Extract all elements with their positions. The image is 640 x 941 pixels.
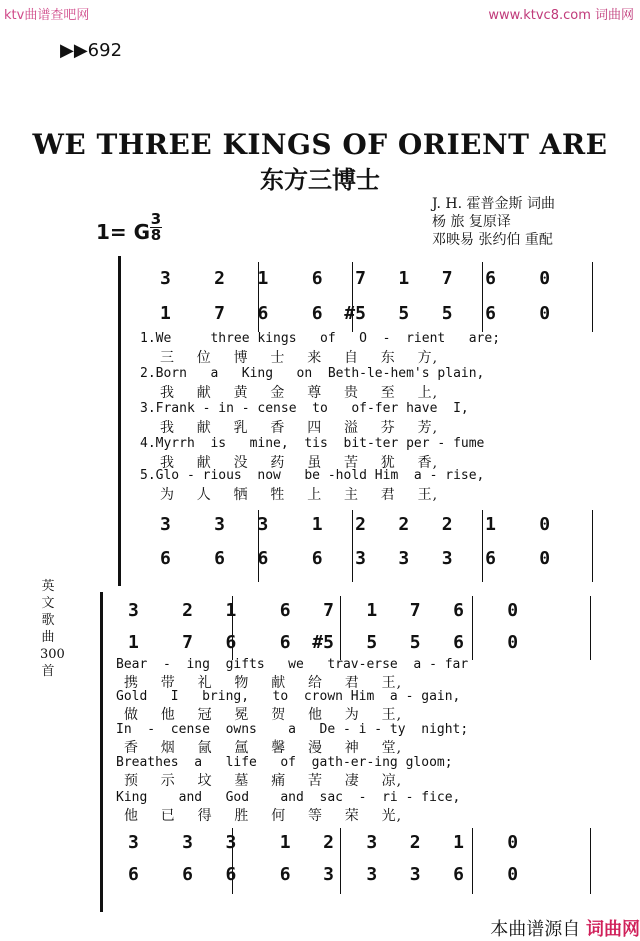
system2-lyric-cn-4: 预 示 坟 墓 痛 苦 凄 凉, (124, 773, 403, 789)
book-title-sidebar: 英文歌曲300首 (40, 579, 65, 679)
system2-soprano: 3 2 1 6 7 1 7 6 0 (128, 600, 519, 621)
system1-lyric-cn-4: 我 献 没 药 虽 苦 犹 香, (160, 455, 439, 471)
system1-bracket (118, 256, 121, 586)
system1-lyric-en-3: 3.Frank - in - cense to of-fer have I, (140, 401, 469, 416)
system2-lyric-en-3: In - cense owns a De - i - ty night; (116, 722, 469, 737)
barline (592, 262, 593, 332)
credit-composer: J. H. 霍普金斯 词曲 (432, 196, 555, 212)
time-sig-bottom: 8 (150, 226, 162, 244)
system1-lyric-en-1: 1.We three kings of O - rient are; (140, 331, 501, 346)
footer-site-link[interactable]: 词曲网 (586, 919, 640, 940)
system2-bracket (100, 592, 103, 912)
system2-lyric-cn-5: 他 已 得 胜 何 等 荣 光, (124, 808, 403, 824)
time-signature (150, 212, 162, 243)
system1-lyric-en-5: 5.Glo - rious now be -hold Him a - rise, (140, 468, 485, 483)
system2-lyric-cn-2: 做 他 冠 冕 贺 他 为 王, (124, 707, 403, 723)
page-number: ▶▶692 (60, 40, 123, 61)
credit-translator: 杨 旅 复原译 (432, 214, 511, 230)
system1-lyric-cn-1: 三 位 博 士 来 自 东 方, (160, 350, 439, 366)
system1-lyric-cn-2: 我 献 黄 金 尊 贵 至 上, (160, 385, 439, 401)
key-signature: 1= G (96, 220, 151, 244)
system2-bass: 6 6 6 6 3 3 3 6 0 (128, 864, 519, 885)
system2-lyric-en-5: King and God and sac - ri - fice, (116, 790, 461, 805)
system1-lyric-cn-3: 我 献 乳 香 四 溢 芬 芳, (160, 420, 439, 436)
system1-tenor: 3 3 3 1 2 2 2 1 0 (160, 514, 551, 535)
barline (592, 510, 593, 582)
source-footer (490, 915, 640, 941)
system1-bass: 6 6 6 6 3 3 3 6 0 (160, 548, 551, 569)
system2-lyric-en-1: Bear - ing gifts we trav-erse a - far (116, 657, 469, 672)
system2-lyric-cn-1: 携 带 礼 物 献 给 君 王, (124, 675, 403, 691)
song-title-english: WE THREE KINGS OF ORIENT ARE (32, 128, 608, 161)
barline (590, 828, 591, 894)
system2-lyric-cn-3: 香 烟 氤 氲 馨 漫 神 堂, (124, 740, 403, 756)
system2-lyric-en-2: Gold I bring, to crown Him a - gain, (116, 689, 461, 704)
watermark-left: ktv曲谱查吧网 (4, 8, 90, 23)
watermark-right: www.ktvc8.com 词曲网 (488, 8, 634, 23)
system1-lyric-en-2: 2.Born a King on Beth-le-hem's plain, (140, 366, 485, 381)
credits (432, 195, 555, 249)
footer-prefix: 本曲谱源自 (490, 919, 581, 940)
system2-tenor: 3 3 3 1 2 3 2 1 0 (128, 832, 519, 853)
system1-lyric-cn-5: 为 人 牺 牲 上 主 君 王, (160, 487, 439, 503)
time-sig-top: 3 (150, 210, 162, 228)
system1-lyric-en-4: 4.Myrrh is mine, tis bit-ter per - fume (140, 436, 485, 451)
credit-arranger: 邓映易 张约伯 重配 (432, 232, 553, 248)
system1-soprano: 3 2 1 6 7 1 7 6 0 (160, 268, 551, 289)
system2-lyric-en-4: Breathes a life of gath-er-ing gloom; (116, 755, 453, 770)
system1-alto: 1 7 6 6 #5 5 5 6 0 (160, 303, 551, 324)
system2-alto: 1 7 6 6 #5 5 5 6 0 (128, 632, 519, 653)
barline (590, 596, 591, 660)
song-title-chinese: 东方三博士 (260, 165, 380, 194)
